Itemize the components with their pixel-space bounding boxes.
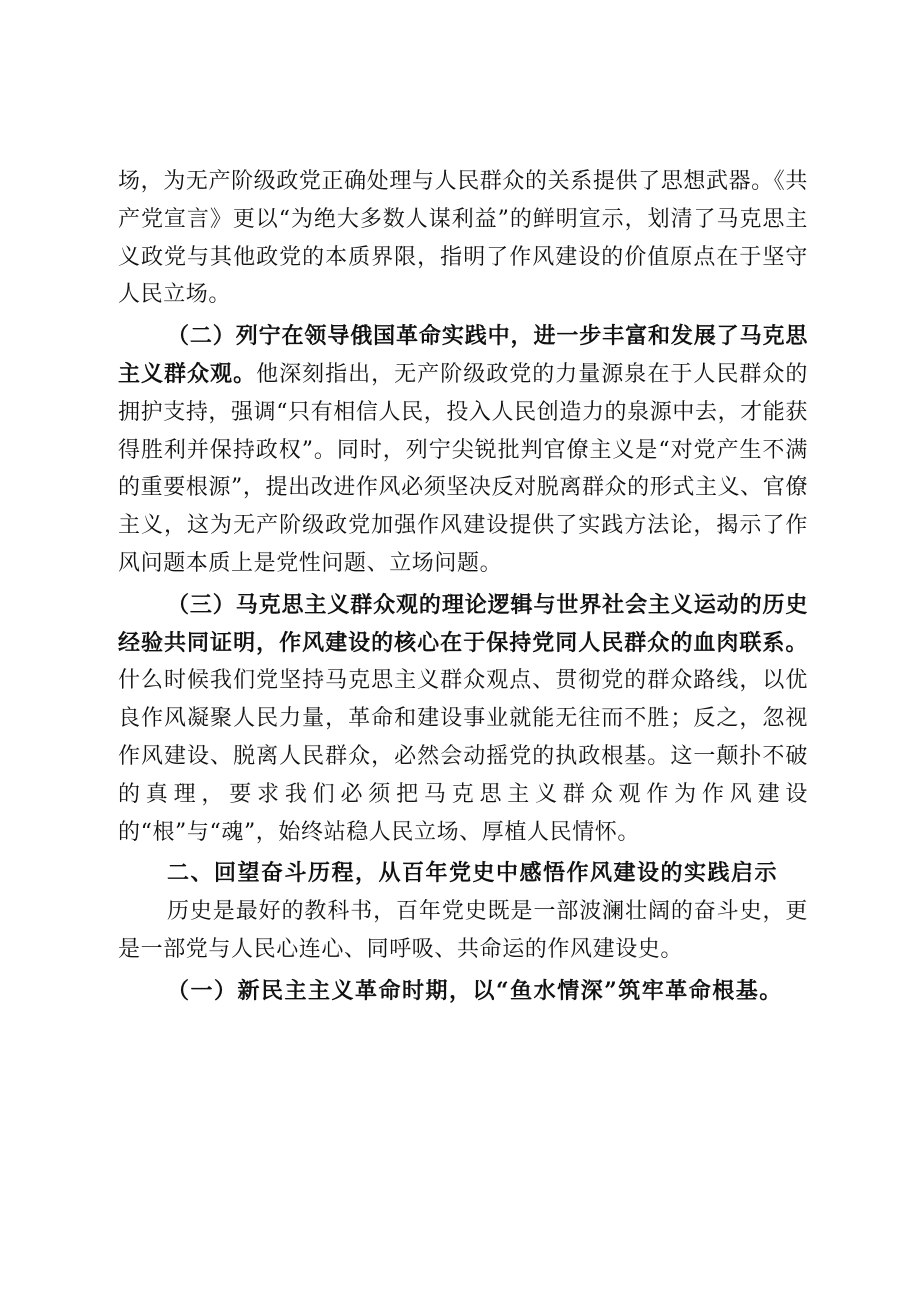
paragraph-text: 什么时候我们党坚持马克思主义群众观点、贯彻党的群众路线，以优良作风凝聚人民力量，革命和建设事业就能无往而不胜；反之，忽视作风建设、脱离人民群众，必然会动摇党的执政根基。这一颠扑不破的真理，要求我们必须把马克思主义群众观作为作风建设的“根”与“魂”，始终站稳人民立场、厚植人民情怀。 xyxy=(118,668,808,845)
paragraph-text: 他深刻指出，无产阶级政党的力量源泉在于人民群众的拥护支持，强调“只有相信人民，投入人民创造力的泉源中去，才能获得胜利并保持政权”。同时，列宁尖锐批判官僚主义是“对党产生不满的重要根源”，提出改进作风必须坚决反对脱离群众的形式主义、官僚主义，这为无产阶级政党加强作风建设提供了实践方法论，揭示了作风问题本质上是党性问题、立场问题。 xyxy=(118,361,809,576)
document-body xyxy=(118,163,808,1011)
paragraph-continuation xyxy=(118,163,808,314)
subheading: （一）新民主主义革命时期，以“鱼水情深”筑牢革命根基。 xyxy=(167,977,783,1004)
paragraph-text: 场，为无产阶级政党正确处理与人民群众的关系提供了思想武器。《共产党宣言》更以“为绝大多数人谋利益”的鲜明宣示，划清了马克思主义政党与其他政党的本质界限，指明了作风建设的价值原点在于坚守人民立场。 xyxy=(118,169,808,308)
paragraph-lead: （二）列宁在领导俄国革命实践中，进一步丰富和发展了马克思主义群众观。 xyxy=(118,323,808,387)
section-intro: 历史是最好的教科书，百年党史既是一部波澜壮阔的奋斗史，更是一部党与人民心连心、同呼吸、共命运的作风建设史。 xyxy=(118,899,808,962)
section-heading: 二、回望奋斗历程，从百年党史中感悟作风建设的实践启示 xyxy=(167,860,779,887)
paragraph-lead: （三）马克思主义群众观的理论逻辑与世界社会主义运动的历史经验共同证明，作风建设的核心在于保持党同人民群众的血肉联系。 xyxy=(118,591,808,656)
paragraph-lenin xyxy=(118,318,808,583)
paragraph-conclusion xyxy=(118,587,808,852)
